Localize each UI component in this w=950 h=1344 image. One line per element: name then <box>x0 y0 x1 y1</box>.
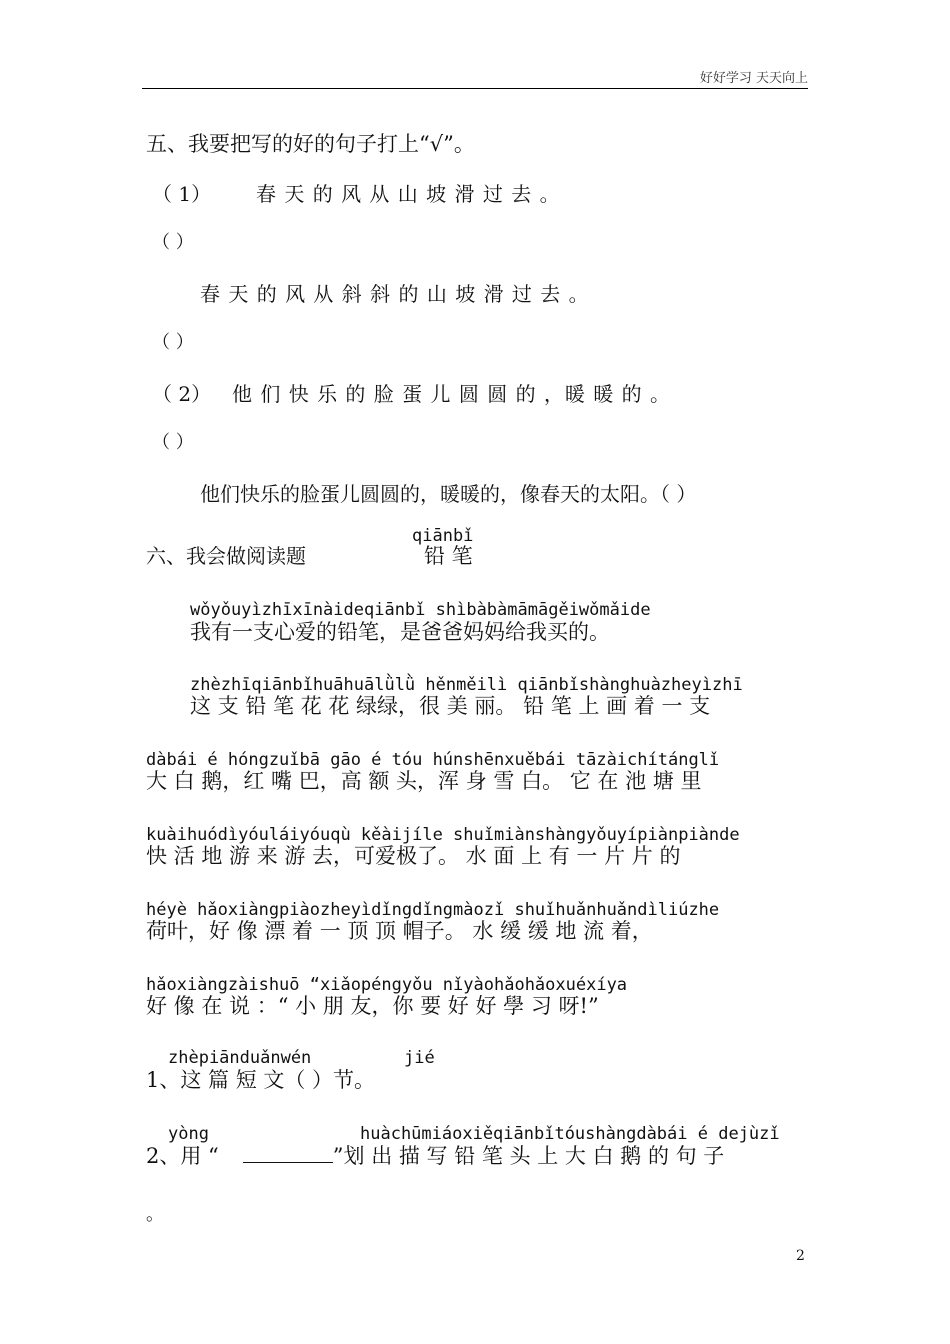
q1-answer-b: （ ） <box>152 332 194 353</box>
question-2-end: 。 <box>146 1204 164 1225</box>
story-line-2: 这 支 铅 笔 花 花 绿绿，很 美 丽。 铅 笔 上 画 着 一 支 <box>190 694 711 718</box>
story-line-1: 我有一支心爱的铅笔，是爸爸妈妈给我买的。 <box>190 620 610 644</box>
q2-pinyin-right: huàchūmiáoxiěqiānbǐtóushàngdàbái é dejùzǐ <box>360 1124 780 1144</box>
q2-pinyin-left: yòng <box>168 1124 209 1144</box>
question-2 <box>146 1140 724 1170</box>
story-line-1-pinyin: wǒyǒuyìzhīxīnàideqiānbǐ shìbàbàmāmāgěiwǒmǎide <box>190 600 651 620</box>
story-title: 铅 笔 <box>424 544 473 568</box>
q2-answer-a: （ ） <box>152 432 194 453</box>
q2-sentence-a: 他 们 快 乐 的 脸 蛋 儿 圆 圆 的 ，暖 暖 的 。 <box>232 382 672 406</box>
q2-sentence-b: 他们快乐的脸蛋儿圆圆的，暖暖的，像春天的太阳。（ ） <box>200 482 697 506</box>
story-title-pinyin: qiānbǐ <box>412 526 474 546</box>
story-line-5: 荷叶，好 像 漂 着 一 顶 顶 帽子。 水 缓 缓 地 流 着， <box>146 919 653 943</box>
q1-pinyin-left: zhèpiānduǎnwén <box>168 1048 312 1068</box>
q1-sentence-b: 春 天 的 风 从 斜 斜 的 山 坡 滑 过 去 。 <box>200 282 590 306</box>
question-2-prefix: 2、用 “ <box>146 1144 219 1168</box>
story-line-6: 好 像 在 说 ：“ 小 朋 友，你 要 好 好 學 习 呀!” <box>146 994 599 1018</box>
question-1: 1、这 篇 短 文（ ）节。 <box>146 1068 376 1092</box>
story-line-4: 快 活 地 游 来 游 去，可爱极了。 水 面 上 有 一 片 片 的 <box>146 844 681 868</box>
q1-label: （ 1） <box>152 182 212 206</box>
story-line-4-pinyin: kuàihuódìyóuláiyóuqù kěàijíle shuǐmiànshàngyǒuyípiànpiànde <box>146 825 740 845</box>
story-line-6-pinyin: hǎoxiàngzàishuō “xiǎopéngyǒu nǐyàohǎohǎoxuéxíya <box>146 975 628 995</box>
section5-title: 五、我要把写的好的句子打上“√”。 <box>146 132 475 156</box>
q2-label: （ 2） <box>152 382 212 406</box>
header-slogan: 好好学习 天天向上 <box>699 71 808 86</box>
section6-title: 六、我会做阅读题 <box>146 544 306 568</box>
answer-blank[interactable] <box>243 1142 333 1163</box>
story-line-3: 大 白 鹅，红 嘴 巴，高 额 头，浑 身 雪 白。 它 在 池 塘 里 <box>146 769 702 793</box>
story-line-5-pinyin: héyè hǎoxiàngpiàozheyìdǐngdǐngmàozǐ shuǐhuǎnhuǎndìliúzhe <box>146 900 720 920</box>
q1-sentence-a: 春 天 的 风 从 山 坡 滑 过 去 。 <box>256 182 561 206</box>
story-line-3-pinyin: dàbái é hóngzuǐbā gāo é tóu húnshēnxuěbái tāzàichítánglǐ <box>146 750 720 770</box>
story-line-2-pinyin: zhèzhīqiānbǐhuāhuālǜlǜ hěnměilì qiānbǐshànghuàzheyìzhī <box>190 675 743 695</box>
q1-answer-a: （ ） <box>152 232 194 253</box>
page-number: 2 <box>796 1248 805 1264</box>
question-2-suffix: ”划 出 描 写 铅 笔 头 上 大 白 鹅 的 句 子 <box>332 1144 725 1168</box>
header-rule <box>142 88 808 89</box>
q1-pinyin-right: jié <box>404 1048 435 1068</box>
